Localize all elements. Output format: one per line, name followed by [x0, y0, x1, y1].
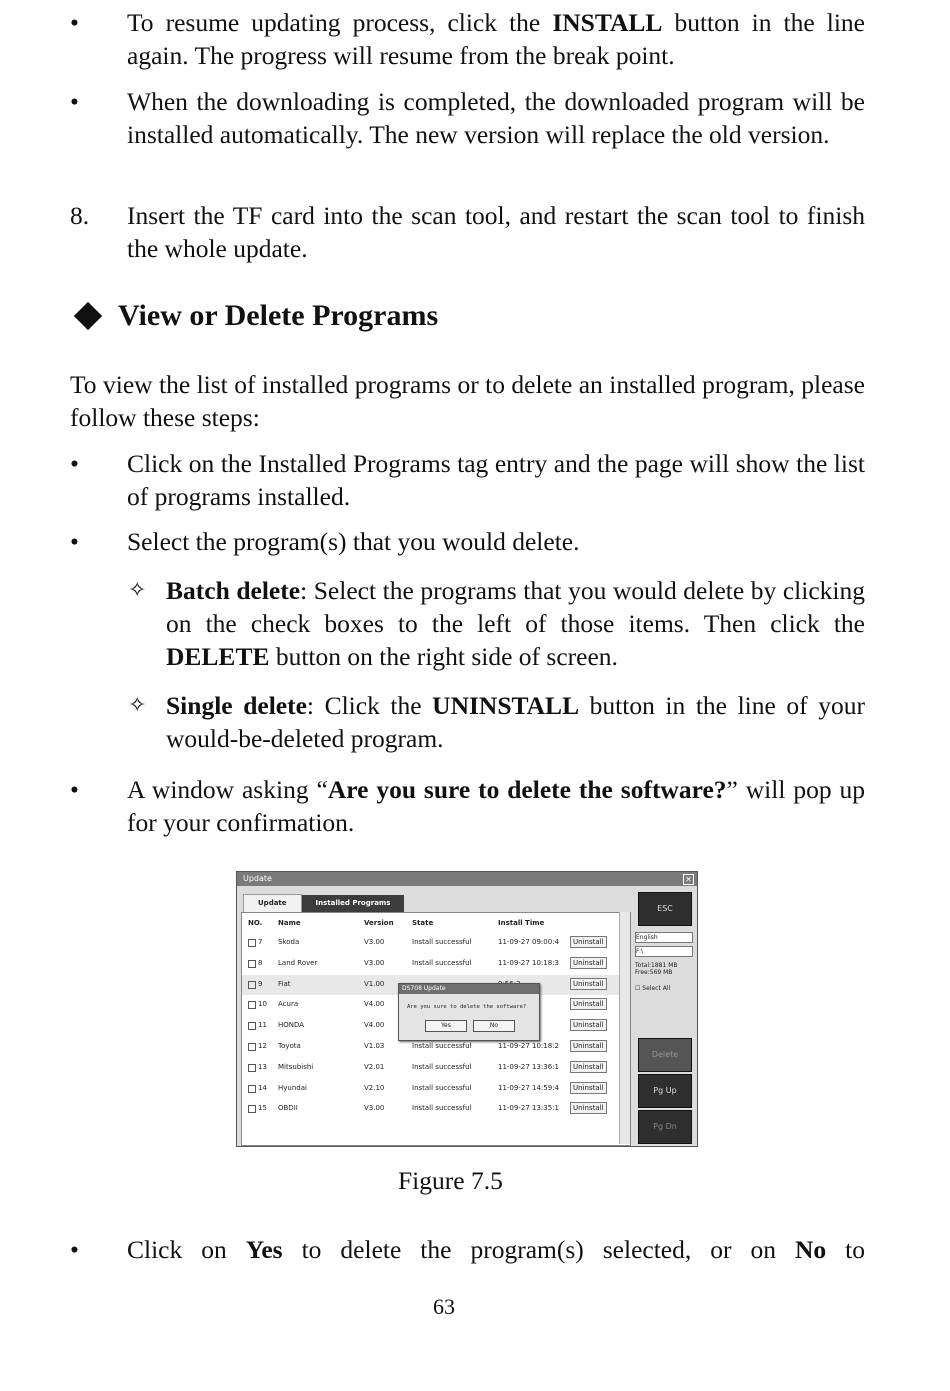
row-name: Toyota — [278, 1042, 301, 1050]
star-bullet-icon: ✧ — [128, 578, 147, 603]
language-select[interactable]: English — [635, 932, 693, 943]
row-checkbox[interactable] — [248, 1022, 256, 1030]
row-state: Install successful — [412, 938, 472, 946]
confirm-dialog — [398, 983, 540, 1041]
row-number: 14 — [258, 1083, 267, 1092]
row-number: 12 — [258, 1042, 267, 1050]
delete-button[interactable]: Delete — [638, 1038, 692, 1072]
esc-button[interactable]: ESC — [638, 892, 692, 926]
row-number: 7 — [258, 938, 263, 946]
uninstall-button[interactable]: Uninstall — [570, 978, 607, 990]
row-install-time: 11-09-27 13:35:1 — [498, 1104, 559, 1113]
col-header-no: NO. — [248, 919, 263, 927]
bullet-dot: • — [70, 527, 79, 556]
row-checkbox[interactable] — [248, 1001, 256, 1009]
bullet-window: • A window asking “Are you sure to delete the software?” will pop up for your confirmation. — [70, 775, 865, 837]
col-header-name: Name — [278, 919, 301, 927]
row-state: Install successful — [412, 1083, 472, 1092]
row-version: V3.00 — [364, 938, 385, 946]
row-name: Hyundai — [278, 1083, 307, 1092]
dialog-message: Are you sure to delete the software? — [407, 1004, 527, 1010]
diamond-bullet-icon — [74, 302, 102, 330]
row-name: Skoda — [278, 938, 300, 946]
figure-caption: Figure 7.5 — [398, 1166, 503, 1195]
tab-bar — [243, 894, 404, 911]
row-version: V3.00 — [364, 958, 385, 967]
row-version: V2.01 — [364, 1062, 385, 1071]
bullet-dot: • — [70, 1235, 79, 1264]
table-row[interactable] — [242, 933, 622, 953]
free-space: Free:569 MB — [635, 969, 673, 976]
uninstall-button[interactable]: Uninstall — [570, 1082, 607, 1094]
row-checkbox[interactable] — [248, 981, 256, 989]
update-window-screenshot — [236, 871, 698, 1147]
bullet-dot: • — [70, 449, 79, 478]
total-space: Total:1881 MB — [635, 962, 678, 969]
row-state: Install successful — [412, 1042, 472, 1050]
page-down-button[interactable]: Pg Dn — [638, 1110, 692, 1144]
intro-paragraph: To view the list of installed programs or to delete an installed program, please follow these steps: — [70, 370, 865, 432]
tab-update[interactable]: Update — [243, 894, 302, 913]
row-checkbox[interactable] — [248, 960, 256, 968]
col-header-install-time: Install Time — [498, 919, 545, 927]
row-checkbox[interactable] — [248, 1105, 256, 1113]
row-number: 11 — [258, 1021, 267, 1030]
row-name: Acura — [278, 1000, 299, 1009]
drive-select[interactable]: F:\ — [635, 946, 693, 957]
uninstall-button[interactable]: Uninstall — [570, 936, 607, 948]
step-text: Insert the TF card into the scan tool, and restart the scan tool to finish the whole update. — [127, 201, 865, 263]
tab-installed-programs[interactable]: Installed Programs — [302, 895, 405, 912]
bullet-click-tag: • Click on the Installed Programs tag entry and the page will show the list of programs installed. — [70, 449, 865, 511]
row-number: 15 — [258, 1104, 267, 1113]
row-version: V4.00 — [364, 1021, 385, 1030]
row-checkbox[interactable] — [248, 1085, 256, 1093]
window-titlebar: Update ✕ — [237, 872, 697, 886]
row-install-time: 11-09-27 13:36:1 — [498, 1062, 559, 1071]
section-heading: View or Delete Programs — [70, 296, 438, 336]
bullet-dot: • — [70, 87, 79, 116]
table-row[interactable] — [242, 1099, 622, 1119]
select-all-checkbox[interactable]: ☐ Select All — [635, 985, 671, 992]
bullet-yes-no: • Click on Yes to delete the program(s) selected, or on No to — [70, 1235, 865, 1264]
row-name: OBDII — [278, 1104, 298, 1113]
row-name: Fiat — [278, 979, 291, 988]
uninstall-button[interactable]: Uninstall — [570, 998, 607, 1010]
row-install-time: 11-09-27 10:18:2 — [498, 1042, 559, 1050]
bullet-text: When the downloading is completed, the downloaded program will be installed automatically. The new version will replace the old version. — [127, 87, 865, 149]
col-header-state: State — [412, 919, 434, 927]
bullet-dot: • — [70, 8, 79, 37]
row-state: Install successful — [412, 1062, 472, 1071]
row-number: 10 — [258, 1000, 267, 1009]
col-header-version: Version — [364, 919, 394, 927]
bullet-text: To resume updating process, click the INSTALL button in the line again. The progress will resume from the break point. — [127, 8, 865, 70]
no-button[interactable]: No — [473, 1020, 515, 1032]
page-number: 63 — [433, 1294, 455, 1319]
row-checkbox[interactable] — [248, 1064, 256, 1072]
bullet-resume — [70, 6, 865, 72]
side-panel — [635, 890, 695, 1144]
batch-delete-item: ✧ Batch delete: Select the programs that you would delete by clicking on the check boxes to the left of those items. Then click the DELETE button on the right side of screen. — [128, 576, 865, 671]
star-bullet-icon: ✧ — [128, 693, 147, 718]
row-name: Land Rover — [278, 958, 318, 967]
uninstall-button[interactable]: Uninstall — [570, 957, 607, 969]
row-number: 13 — [258, 1062, 267, 1071]
step-8 — [70, 199, 865, 265]
row-checkbox[interactable] — [248, 939, 256, 947]
table-row[interactable] — [242, 954, 622, 974]
row-install-time: 11-09-27 10:18:3 — [498, 958, 559, 967]
uninstall-button[interactable]: Uninstall — [570, 1061, 607, 1073]
table-row[interactable] — [242, 1079, 622, 1099]
list-scrollbar[interactable] — [619, 912, 630, 1144]
row-version: V4.00 — [364, 1000, 385, 1009]
table-row[interactable] — [242, 1058, 622, 1078]
single-delete-item: ✧ Single delete: Click the UNINSTALL button in the line of your would-be-deleted program. — [128, 691, 865, 753]
uninstall-button[interactable]: Uninstall — [570, 1102, 607, 1114]
close-icon[interactable]: ✕ — [683, 874, 694, 885]
uninstall-button[interactable]: Uninstall — [570, 1040, 607, 1052]
dialog-title: DS708 Update — [399, 984, 539, 994]
row-number: 9 — [258, 979, 263, 988]
row-number: 8 — [258, 958, 263, 967]
row-install-time: 11-09-27 09:00:4 — [498, 938, 559, 946]
yes-button[interactable]: Yes — [425, 1020, 467, 1032]
uninstall-button[interactable]: Uninstall — [570, 1019, 607, 1031]
row-checkbox[interactable] — [248, 1043, 256, 1051]
row-name: HONDA — [278, 1021, 305, 1030]
bullet-select: • Select the program(s) that you would delete. — [70, 527, 580, 556]
row-version: V3.00 — [364, 1104, 385, 1113]
row-version: V1.00 — [364, 979, 385, 988]
bullet-dot: • — [70, 775, 79, 804]
row-install-time: 11-09-27 14:59:4 — [498, 1083, 559, 1092]
row-state: Install successful — [412, 958, 472, 967]
row-version: V1.03 — [364, 1042, 385, 1050]
row-name: Mitsubishi — [278, 1062, 314, 1071]
bullet-download — [70, 85, 865, 151]
row-version: V2.10 — [364, 1083, 385, 1092]
page-up-button[interactable]: Pg Up — [638, 1074, 692, 1108]
row-state: Install successful — [412, 1104, 472, 1113]
step-number: 8. — [70, 201, 90, 230]
